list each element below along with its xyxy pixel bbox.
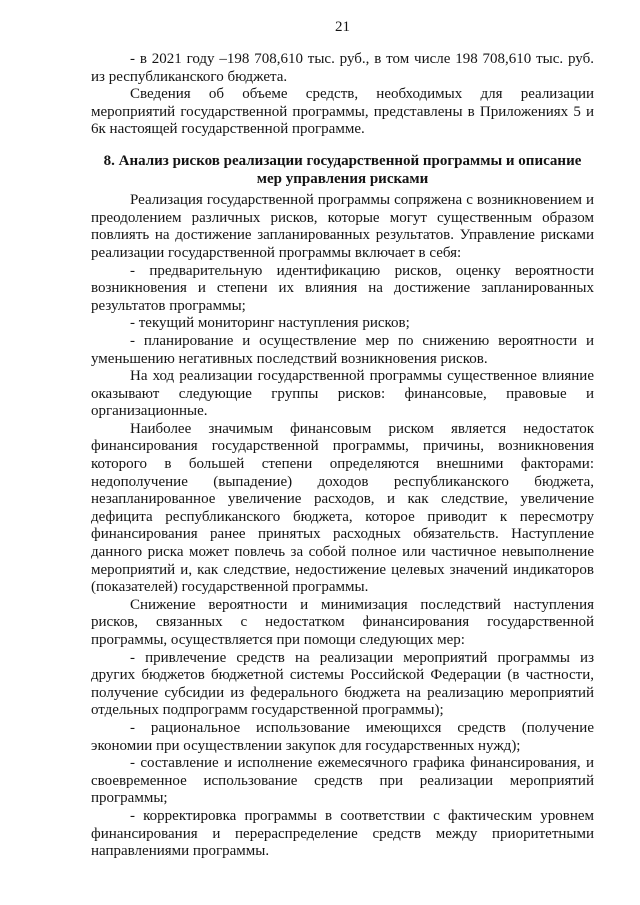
section-heading-line: мер управления рисками [256,170,429,187]
list-item: - предварительную идентификацию рисков, оценку вероятности возникновения и степени их влияния на достижение запланированных результатов программы; [91,262,594,314]
section-heading [91,153,594,188]
paragraph: Сведения об объеме средств, необходимых для реализации мероприятий государственной программы, представлены в Приложениях 5 и 6к настоящей государственной программе. [91,86,594,138]
paragraph: Наиболее значимым финансовым риском является недостаток финансирования государственной программы, причины, возникновения которого в большей степени определяются внешними факторами: недополучение (выпадение) доходов республиканского бюджета, незапланированное увеличение расходов, и как следствие, увеличение дефицита республиканского бюджета, которое приводит к пересмотру финансирования ранее принятых расходных обязательств. Наступление данного риска может повлечь за собой полное или частичное невыполнение мероприятий и, как следствие, недостижение целевых значений индикаторов (показателей) государственной программы. [91,420,594,596]
section-heading-line: 8. Анализ рисков реализации государственной программы и описание [103,152,582,169]
paragraph: На ход реализации государственной программы существенное влияние оказывают следующие группы рисков: финансовые, правовые и организационные. [91,368,594,420]
list-item: - текущий мониторинг наступления рисков; [130,315,410,332]
page-number: 21 [335,19,350,35]
page-content [91,51,594,861]
list-item: - корректировка программы в соответствии с фактическим уровнем финансирования и перераспределение средств между приоритетными направлениями программы. [91,807,594,860]
list-item: - составление и исполнение ежемесячного графика финансирования, и своевременное использование средств при реализации мероприятий программы; [91,755,594,807]
list-item: - планирование и осуществление мер по снижению вероятности и уменьшению негативных последствий возникновения рисков. [91,332,594,367]
paragraph: Реализация государственной программы сопряжена с возникновением и преодолением различных рисков, которые могут существенным образом повлиять на достижение запланированных результатов. Управление рисками реализации государственной программы включает в себя: [91,192,594,261]
paragraph: Снижение вероятности и минимизация последствий наступления рисков, связанных с недостатком финансирования государственной программы, осуществляется при помощи следующих мер: [91,596,594,648]
list-item: - в 2021 году –198 708,610 тыс. руб., в том числе 198 708,610 тыс. руб. из республиканского бюджета. [91,51,594,85]
list-item: - рациональное использование имеющихся средств (получение экономии при осуществлении закупок для государственных нужд); [91,719,594,754]
list-item: - привлечение средств на реализации мероприятий программы из других бюджетов бюджетной системы Российской Федерации (в частности, получение субсидии из федерального бюджета на реализацию мероприятий отдельных подпрограмм государственной программы); [91,649,594,719]
